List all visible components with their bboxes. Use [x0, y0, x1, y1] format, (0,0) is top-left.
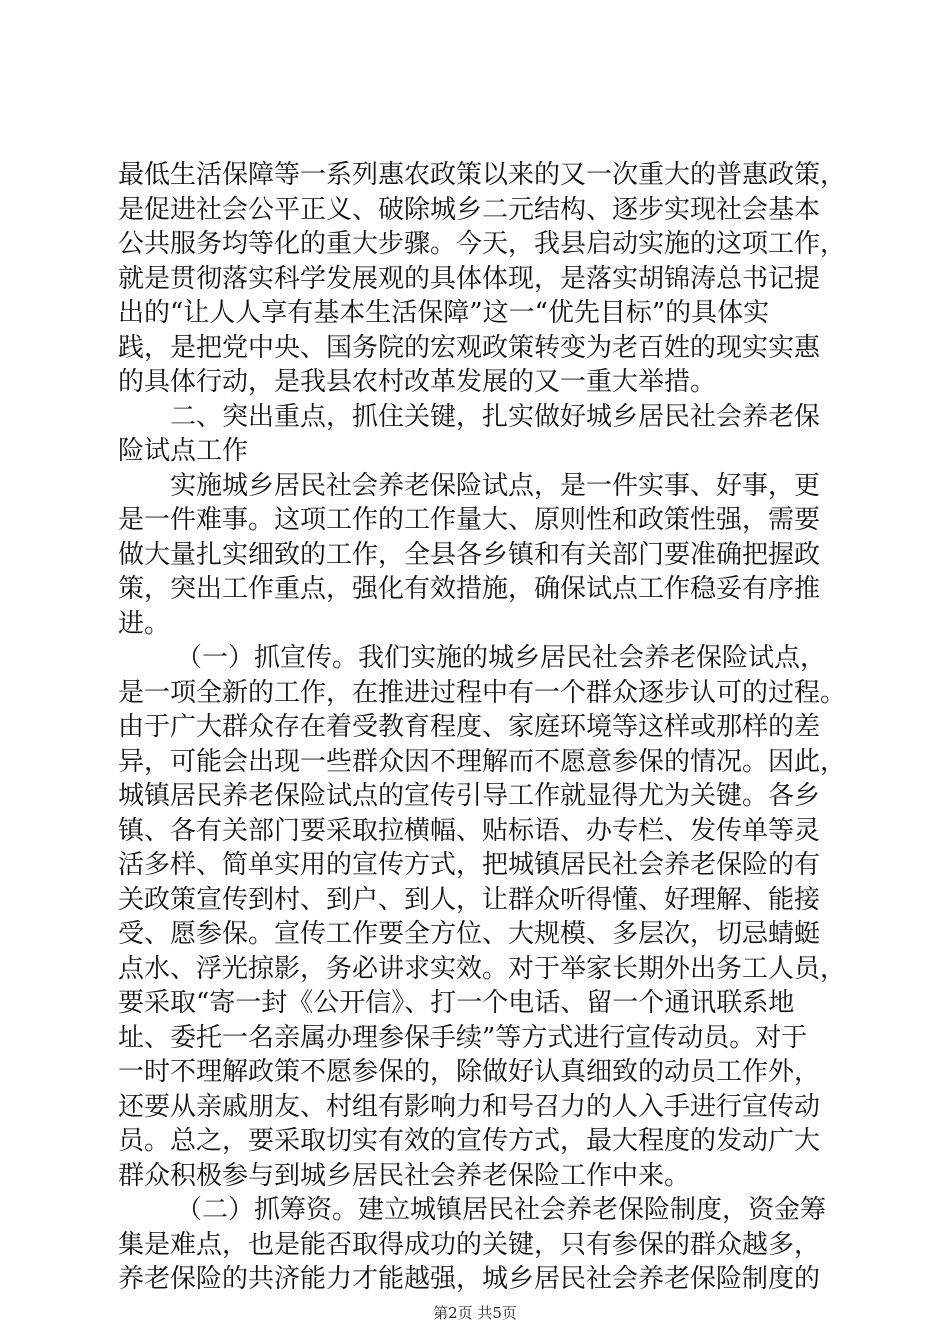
body-text — [118, 158, 847, 1297]
text-line: 点水、浮光掠影，务必讲求实效。对于举家长期外出务工人员， — [118, 953, 847, 984]
text-line: 养老保险的共济能力才能越强，城乡居民社会养老保险制度的 — [118, 1264, 821, 1294]
text-line: 出的“让人人享有基本生活保障”这一“优先目标”的具体实 — [118, 298, 770, 328]
text-line: 就是贯彻落实科学发展观的具体体现，是落实胡锦涛总书记提 — [118, 263, 821, 294]
text-line: 镇、各有关部门要采取拉横幅、贴标语、办专栏、发传单等灵 — [118, 815, 821, 846]
text-line: 策，突出工作重点，强化有效措施，确保试点工作稳妥有序推 — [118, 574, 821, 604]
text-line: 一时不理解政策不愿参保的，除做好认真细致的动员工作外， — [118, 1057, 821, 1087]
subsection-publicity: （一）抓宣传。我们实施的城乡居民社会养老保险试点， — [176, 643, 827, 673]
text-line: 是一件难事。这项工作的工作量大、原则性和政策性强，需要 — [118, 505, 821, 535]
paragraph-start: 实施城乡居民社会养老保险试点，是一件实事、好事，更 — [170, 470, 821, 501]
text-line: 活多样、简单实用的宣传方式，把城镇居民社会养老保险的有 — [118, 850, 821, 880]
text-line: 进。 — [118, 608, 171, 639]
text-line: 集是难点，也是能否取得成功的关键，只有参保的群众越多， — [118, 1229, 821, 1260]
text-line: 还要从亲戚朋友、村组有影响力和号召力的人入手进行宣传动 — [118, 1091, 821, 1122]
section-heading: 二、突出重点，抓住关键，扎实做好城乡居民社会养老保 — [170, 401, 821, 432]
text-line: 做大量扎实细致的工作，全县各乡镇和有关部门要准确把握政 — [118, 539, 821, 570]
section-heading-continued: 险试点工作 — [118, 436, 249, 466]
text-line: 址、委托一名亲属办理参保手续”等方式进行宣传动员。对于 — [118, 1022, 808, 1053]
text-line: 受、愿参保。宣传工作要全方位、大规模、多层次，切忌蜻蜓 — [118, 919, 821, 949]
text-line: 异，可能会出现一些群众因不理解而不愿意参保的情况。因此， — [118, 746, 847, 777]
text-line: 是促进社会公平正义、破除城乡二元结构、逐步实现社会基本 — [118, 194, 821, 225]
subsection-funding: （二）抓筹资。建立城镇居民社会养老保险制度，资金筹 — [176, 1195, 827, 1225]
page-number-footer: 第2页 共5页 — [433, 1304, 517, 1322]
text-line: 最低生活保障等一系列惠农政策以来的又一次重大的普惠政策， — [118, 160, 847, 190]
text-line: 群众积极参与到城乡居民社会养老保险工作中来。 — [118, 1160, 691, 1191]
text-line: 的具体行动，是我县农村改革发展的又一重大举措。 — [118, 367, 717, 397]
text-line: 城镇居民养老保险试点的宣传引导工作就显得尤为关键。各乡 — [118, 781, 821, 811]
text-line: 是一项全新的工作，在推进过程中有一个群众逐步认可的过程。 — [118, 677, 847, 708]
text-line: 员。总之，要采取切实有效的宣传方式，最大程度的发动广大 — [118, 1126, 821, 1156]
text-line: 公共服务均等化的重大步骤。今天，我县启动实施的这项工作， — [118, 229, 847, 259]
text-line: 关政策宣传到村、到户、到人，让群众听得懂、好理解、能接 — [118, 884, 821, 915]
text-line: 践，是把党中央、国务院的宏观政策转变为老百姓的现实实惠 — [118, 332, 821, 363]
text-line: 由于广大群众存在着受教育程度、家庭环境等这样或那样的差 — [118, 712, 821, 742]
text-line: 要采取“寄一封《公开信》、打一个电话、留一个通讯联系地 — [118, 988, 795, 1018]
